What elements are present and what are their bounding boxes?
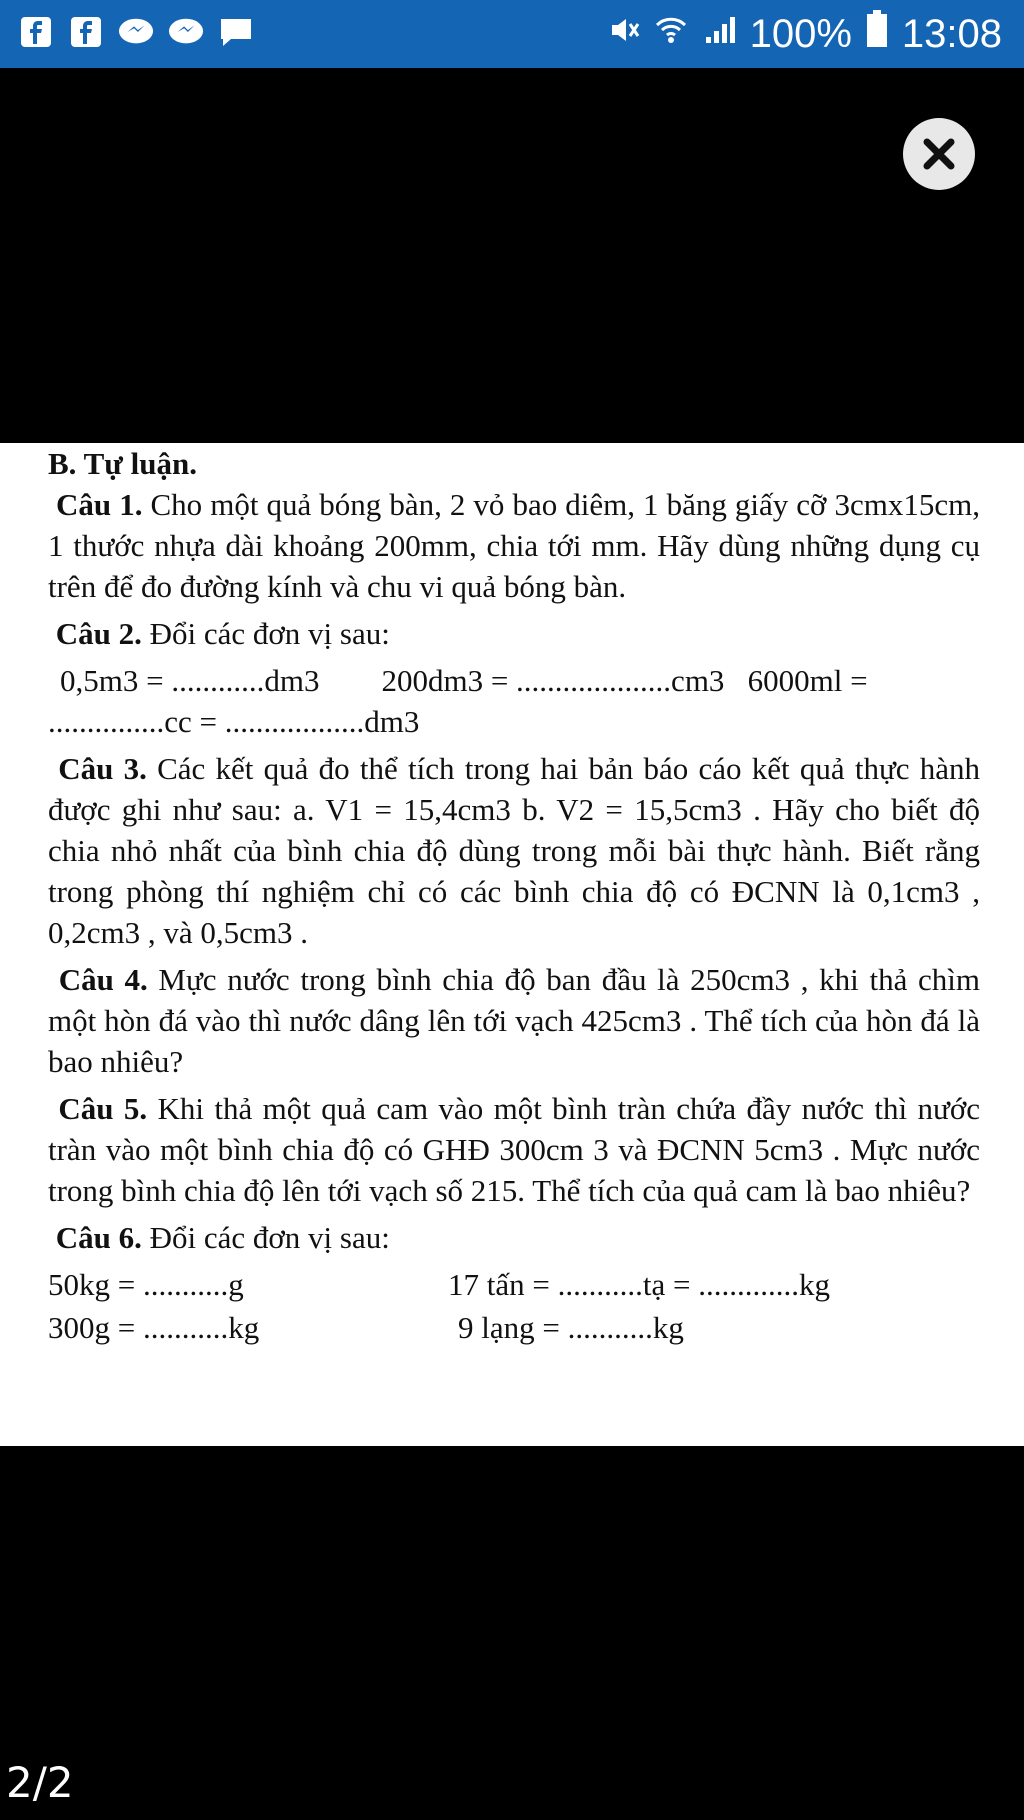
question-label: Câu 4. <box>58 962 148 997</box>
question-6-row-1 <box>48 1264 980 1305</box>
chat-bubble-icon <box>168 14 204 50</box>
message-icon <box>218 14 254 50</box>
question-2-line-2: ...............cc = ..................dm3 <box>48 704 420 739</box>
question-2 <box>48 613 980 654</box>
system-status <box>606 10 1002 58</box>
question-3 <box>48 748 980 953</box>
question-5 <box>48 1088 980 1211</box>
close-button[interactable] <box>903 118 975 190</box>
status-bar <box>0 0 1024 68</box>
question-text: Mực nước trong bình chia độ ban đầu là 250cm3 , khi thả chìm một hòn đá vào thì nước dâng lên tới vạch 425cm3 . Thể tích của hòn đá là bao nhiêu? <box>48 962 980 1079</box>
question-label: Câu 1. <box>56 487 143 522</box>
page-counter: 2/2 <box>6 1758 74 1807</box>
question-label: Câu 5. <box>58 1091 148 1126</box>
question-6-row-2 <box>48 1307 980 1348</box>
question-text: Khi thả một quả cam vào một bình tràn chứa đầy nước thì nước tràn vào một bình chia độ có GHĐ 300cm 3 và ĐCNN 5cm3 . Mực nước trong bình chia độ lên tới vạch số 215. Thể tích của quả cam là bao nhiêu? <box>48 1091 980 1208</box>
battery-icon <box>866 10 888 58</box>
question-text: Cho một quả bóng bàn, 2 vỏ bao diêm, 1 băng giấy cỡ 3cmx15cm, 1 thước nhựa dài khoảng 200mm, chia tới mm. Hãy dùng những dụng cụ trên để đo đường kính và chu vi quả bóng bàn. <box>48 487 980 604</box>
question-label: Câu 6. <box>55 1220 142 1255</box>
question-4 <box>48 959 980 1082</box>
conversion-right: 9 lạng = ...........kg <box>458 1310 684 1345</box>
facebook-icon <box>18 14 54 50</box>
question-label: Câu 2. <box>55 616 142 651</box>
wifi-icon <box>654 12 688 57</box>
notification-icons <box>18 14 254 50</box>
conversion-left: 300g = ...........kg <box>48 1310 260 1345</box>
question-label: Câu 3. <box>58 751 147 786</box>
question-text: Đổi các đơn vị sau: <box>141 1220 390 1255</box>
conversion-left: 50kg = ...........g <box>48 1267 244 1302</box>
mute-icon <box>606 12 640 57</box>
conversion-right: 17 tấn = ...........tạ = .............kg <box>448 1267 830 1302</box>
signal-icon <box>702 12 736 57</box>
question-1 <box>48 484 980 607</box>
question-2-line-1: 0,5m3 = ............dm3 200dm3 = ....................cm3 6000ml = <box>60 663 868 698</box>
question-6 <box>48 1217 980 1258</box>
question-text: Các kết quả đo thể tích trong hai bản báo cáo kết quả thực hành được ghi như sau: a. V1 = 15,4cm3 b. V2 = 15,5cm3 . Hãy cho biết độ chia nhỏ nhất của bình chia độ dùng trong mỗi bài thực hành. Biết rằng trong phòng thí nghiệm chỉ có các bình chia độ có ĐCNN là 0,1cm3 , 0,2cm3 , và 0,5cm3 . <box>48 751 981 950</box>
clock-time: 13:08 <box>901 11 1002 56</box>
document-content <box>48 443 980 1348</box>
chat-bubble-icon <box>118 14 154 50</box>
facebook-icon <box>68 14 104 50</box>
document-page <box>0 443 1024 1446</box>
question-text: Đổi các đơn vị sau: <box>141 616 390 651</box>
close-icon <box>920 135 958 173</box>
section-heading: B. Tự luận. <box>48 446 197 481</box>
battery-percent: 100% <box>749 11 852 56</box>
